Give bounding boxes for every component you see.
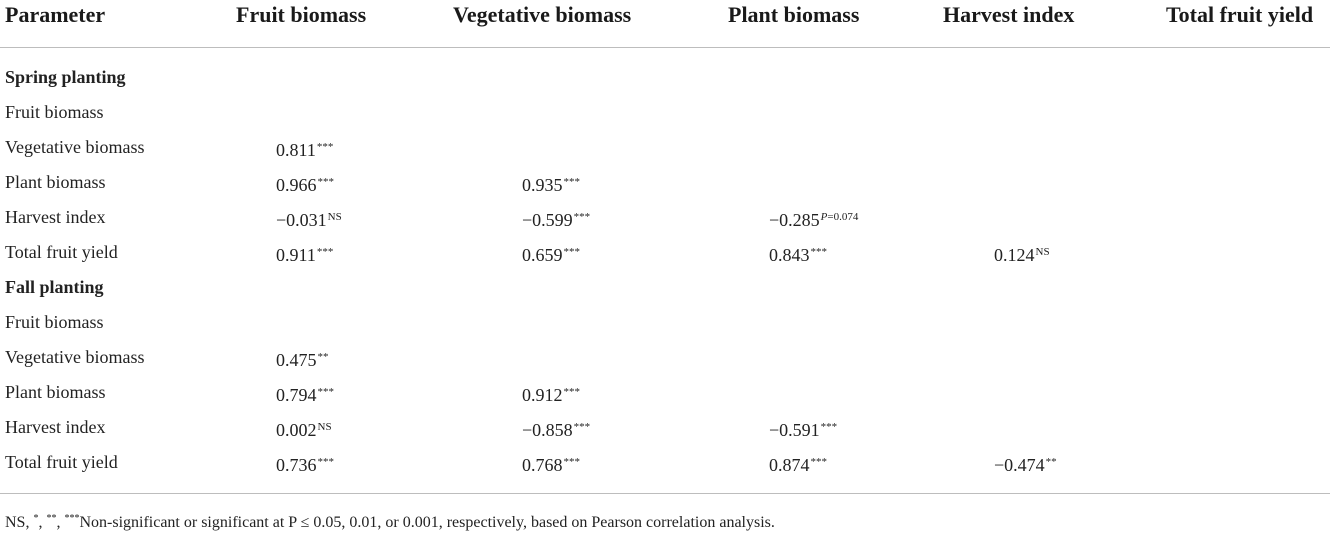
row-label: Plant biomass [5, 172, 106, 192]
significance-marker: *** [563, 386, 580, 398]
section-title: Fall planting [5, 277, 104, 297]
correlation-value: −0.474 [994, 455, 1045, 475]
header-parameter: Parameter [5, 2, 106, 27]
significance-marker: *** [316, 141, 334, 153]
significance-marker: *** [810, 456, 827, 468]
correlation-cell [769, 235, 827, 270]
row-label: Fruit biomass [5, 102, 104, 122]
correlation-cell [276, 235, 333, 270]
footer-divider [0, 493, 1330, 494]
correlation-cell [994, 445, 1057, 480]
table-row [0, 340, 1334, 375]
correlation-cell [276, 340, 329, 375]
correlation-cell [522, 445, 580, 480]
correlation-cell [994, 235, 1050, 270]
significance-marker: NS [317, 421, 332, 433]
header-harvest-index: Harvest index [943, 2, 1075, 27]
significance-marker: ** [1045, 456, 1057, 468]
footnote-mark-2: ** [46, 513, 57, 524]
footnote-mark-1: * [33, 513, 39, 524]
correlation-value: 0.912 [522, 385, 563, 405]
correlation-cell [769, 445, 827, 480]
correlation-value: −0.031 [276, 210, 327, 230]
significance-marker: *** [563, 246, 580, 258]
correlation-cell [522, 165, 580, 200]
correlation-value: 0.475 [276, 350, 317, 370]
table-row [0, 95, 1334, 130]
table-row [0, 200, 1334, 235]
header-divider [0, 47, 1330, 48]
row-label: Total fruit yield [5, 242, 118, 262]
correlation-cell [522, 375, 580, 410]
footnote-mark-3: *** [64, 513, 80, 524]
footnote-mark-ns: NS [5, 514, 26, 531]
significance-marker: *** [810, 246, 827, 258]
row-label: Harvest index [5, 417, 106, 437]
correlation-value: −0.858 [522, 420, 573, 440]
header-vegetative-biomass: Vegetative biomass [453, 2, 632, 27]
correlation-cell [522, 235, 580, 270]
table-row [0, 410, 1334, 445]
correlation-value: 0.794 [276, 385, 317, 405]
correlation-value: 0.659 [522, 245, 563, 265]
significance-marker: *** [573, 211, 591, 223]
correlation-cell [276, 375, 334, 410]
section-title: Spring planting [5, 67, 126, 87]
table-row [0, 235, 1334, 270]
table-row [0, 165, 1334, 200]
correlation-value: 0.002 [276, 420, 317, 440]
significance-marker: *** [316, 246, 334, 258]
significance-marker: NS [327, 211, 342, 223]
significance-marker: *** [317, 456, 334, 468]
row-label: Fruit biomass [5, 312, 104, 332]
correlation-value: 0.843 [769, 245, 810, 265]
correlation-value: −0.591 [769, 420, 820, 440]
correlation-cell [276, 165, 334, 200]
correlation-cell [769, 410, 837, 445]
header-fruit-biomass: Fruit biomass [236, 2, 367, 27]
table-row [0, 305, 1334, 340]
significance-marker: *** [563, 456, 580, 468]
row-label: Vegetative biomass [5, 347, 145, 367]
significance-marker: *** [563, 176, 580, 188]
significance-marker: NS [1035, 246, 1050, 258]
header-total-fruit-yield: Total fruit yield [1166, 2, 1314, 27]
footnote-text: Non-significant or significant at P ≤ 0.05, 0.01, or 0.001, respectively, based on Pearson correlation analysis. [79, 514, 775, 531]
correlation-cell [276, 410, 332, 445]
significance-marker: *** [317, 386, 334, 398]
correlation-cell [276, 130, 333, 165]
correlation-value: 0.966 [276, 175, 317, 195]
correlation-value: 0.811 [276, 140, 316, 160]
correlation-cell [769, 200, 858, 235]
significance-marker: P=0.074 [820, 211, 859, 223]
correlation-value: 0.874 [769, 455, 810, 475]
table-row [0, 375, 1334, 410]
row-label: Vegetative biomass [5, 137, 145, 157]
correlation-value: −0.285 [769, 210, 820, 230]
correlation-value: 0.935 [522, 175, 563, 195]
correlation-cell [276, 200, 342, 235]
correlation-value: 0.124 [994, 245, 1035, 265]
significance-marker: *** [820, 421, 838, 433]
row-label: Total fruit yield [5, 452, 118, 472]
significance-marker: *** [317, 176, 334, 188]
table-row [0, 445, 1334, 480]
footnote: NS, *, **, ***Non-significant or significant at P ≤ 0.05, 0.01, or 0.001, respectively, based on Pearson correlation analysis. [5, 513, 775, 531]
significance-marker: ** [317, 351, 329, 363]
table-row [0, 130, 1334, 165]
header-plant-biomass: Plant biomass [728, 2, 860, 27]
correlation-value: 0.911 [276, 245, 316, 265]
correlation-cell [522, 200, 590, 235]
section-row [0, 60, 1334, 95]
correlation-value: 0.736 [276, 455, 317, 475]
correlation-cell [276, 445, 334, 480]
row-label: Plant biomass [5, 382, 106, 402]
correlation-value: −0.599 [522, 210, 573, 230]
significance-marker: *** [573, 421, 591, 433]
row-label: Harvest index [5, 207, 106, 227]
correlation-cell [522, 410, 590, 445]
correlation-value: 0.768 [522, 455, 563, 475]
section-row [0, 270, 1334, 305]
